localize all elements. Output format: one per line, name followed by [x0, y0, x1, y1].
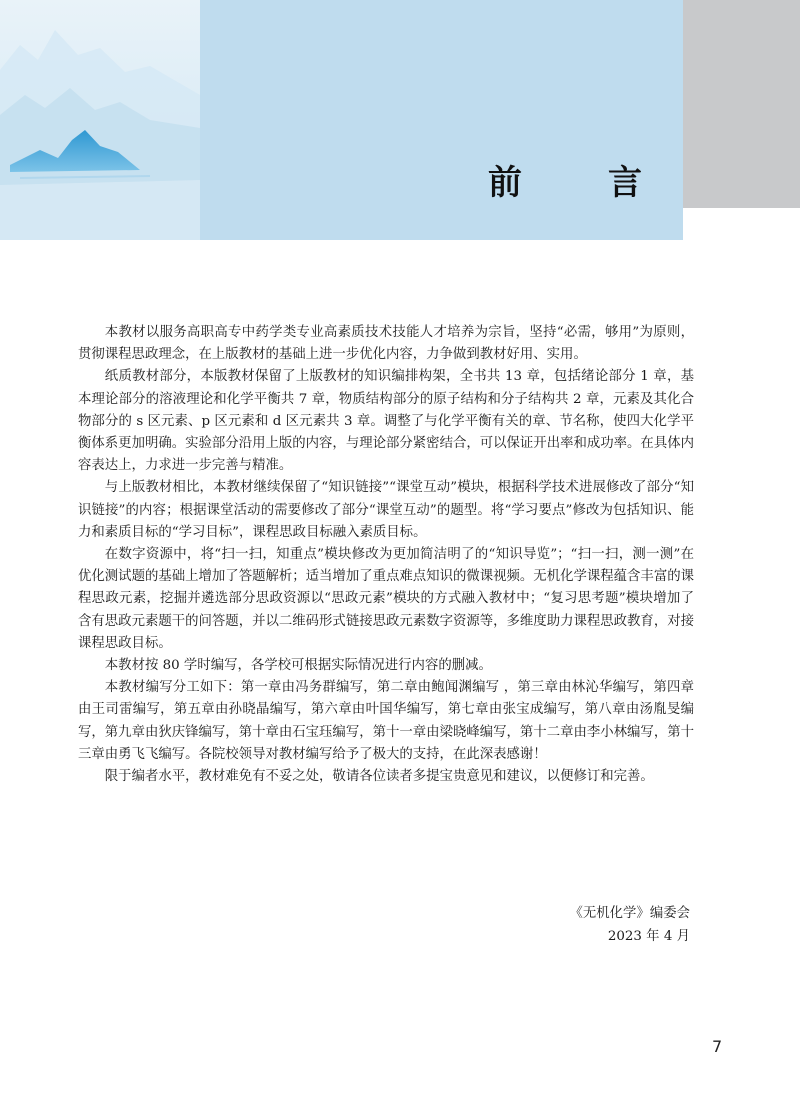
signature-block [569, 902, 690, 948]
paragraph: 限于编者水平，教材难免有不妥之处，敬请各位读者多提宝贵意见和建议，以便修订和完善。 [104, 769, 654, 785]
paragraph: 纸质教材部分，本版教材保留了上版教材的知识编排构架，全书共 13 章，包括绪论部分 1 章，基本理论部分的溶液理论和化学平衡共 7 章，物质结构部分的原子结构和分子结构共 2 章，元素及其化合物部分的 s 区元素、p 区元素和 d 区元素共 3 章。调整了与化学平衡有关的章、节名称，使四大化学平衡体系更加明确。实验部分沿用上版的内容，与理论部分紧密结合，可以保证开出率和成功率。在具体内容表达上，力求进一步完善与精准。 [78, 369, 694, 474]
paragraph: 与上版教材相比，本教材继续保留了“知识链接”“课堂互动”模块，根据科学技术进展修改了部分“知识链接”的内容；根据课堂活动的需要修改了部分“课堂互动”的题型。将“学习要点”修改为包括知识、能力和素质目标的“学习目标”，课程思政目标融入素质目标。 [78, 480, 694, 540]
corner-gray-block [683, 0, 800, 208]
signature-date: 2023 年 4 月 [607, 929, 690, 944]
paragraph: 本教材编写分工如下：第一章由冯务群编写，第二章由鲍闻渊编写 ，第三章由林沁华编写，第四章由王司雷编写，第五章由孙晓晶编写，第六章由叶国华编写，第七章由张宝成编写，第八章由汤胤旻编写，第九章由狄庆锋编写，第十章由石宝珏编写，第十一章由梁晓峰编写，第十二章由李小林编写，第十三章由勇飞飞编写。各院校领导对教材编写给予了极大的支持，在此深表感谢！ [78, 680, 694, 762]
preface-body [78, 322, 694, 788]
page-number: 7 [712, 1037, 723, 1056]
paragraph: 本教材按 80 学时编写，各学校可根据实际情况进行内容的删减。 [104, 658, 492, 674]
signature-committee: 《无机化学》编委会 [569, 906, 690, 921]
paragraph: 本教材以服务高职高专中药学类专业高素质技术技能人才培养为宗旨，坚持“必需，够用”为原则，贯彻课程思政理念，在上版教材的基础上进一步优化内容，力争做到教材好用、实用。 [78, 325, 694, 363]
paragraph: 在数字资源中，将“扫一扫，知重点”模块修改为更加简洁明了的“知识导览”；“扫一扫，测一测”在优化测试题的基础上增加了答题解析；适当增加了重点难点知识的微课视频。无机化学课程蕴含丰富的课程思政元素，挖掘并遴选部分思政资源以“思政元素”模块的方式融入教材中；“复习思考题”模块增加了含有思政元素题干的问答题，并以二维码形式链接思政元素数字资源等，多维度助力课程思政教育，对接课程思政目标。 [78, 547, 694, 651]
ink-landscape-illustration [0, 0, 200, 240]
page-title: 前 言 [488, 163, 668, 203]
header-band [0, 0, 683, 240]
